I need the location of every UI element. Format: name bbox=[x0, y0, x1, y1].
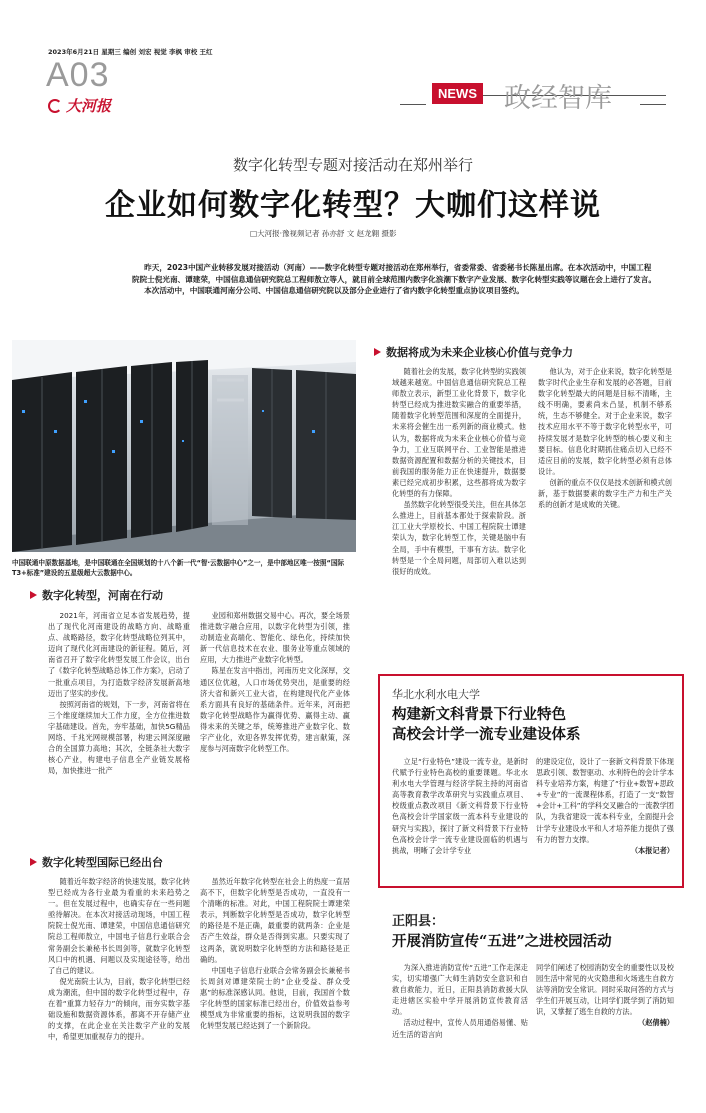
paragraph: 他认为，对于企业来说，数字化转型是数字时代企业生存和发展的必答题，目前数字化转型最大的问题是目标不清晰，主线不明确，要素尚未凸显，机制不够系统，生态不够健全。对于企业来说，数字技术应用水平不等于数字化转型水平，可持续发展才是数字化转型的核心要义和主要目标。信息化时期抓住痛点切入已经不适应目前的发展，数字化转型必须有总体设计。 bbox=[538, 367, 672, 476]
logo-swirl-icon bbox=[48, 99, 62, 113]
paragraph: 随着近年数字经济的快速发展，数字化转型已经成为各行业最为看重的未来趋势之一。但在发展过程中，也确实存在一些问题亟待解决。在本次对接活动现场，中国工程院院士倪光南、谭建荣，中国信息通信研究院总工程师敖立，中国电子信息行业联合会常务副会长兼秘书长周剑等，就数字化转型风口中的机遇、问题以及实现途径等，给出了自己的建议。 bbox=[48, 877, 190, 975]
sidebar-column-1: 立足“行业特色”建设一流专业，是新时代赋予行业特色高校的重要课题。华北水利水电大学管理与经济学院主持的河南省高等教育教学改革研究与实践重点项目、校级重点教改项目《新文科背景下行业特色高校会计学国家级一流本科专业建设的研究与实践》，探讨了新文科背景下行业特色高校会计学一流专业建设面临的机遇与挑战，明晰了会计学专业 bbox=[392, 757, 528, 855]
bottom-story-place: 正阳县： bbox=[392, 914, 445, 929]
global-column-2 bbox=[200, 876, 350, 1031]
section-title-global bbox=[30, 854, 163, 870]
byline: □大河报·豫视频记者 孙亦舒 文 赵龙翱 摄影 bbox=[250, 229, 397, 238]
lead-block bbox=[132, 262, 656, 297]
news-badge: NEWS bbox=[432, 83, 483, 104]
headline-kicker: 数字化转型专题对接活动在郑州举行 bbox=[232, 156, 473, 174]
global-column-1 bbox=[48, 876, 190, 1042]
triangle-marker-icon bbox=[30, 591, 37, 599]
section-title-text: 数据将成为未来企业核心价值与竞争力 bbox=[386, 346, 573, 359]
dateline: 2023年6月21日 星期三 编创 刘宏 视觉 李枫 审校 王红 bbox=[48, 48, 213, 56]
triangle-marker-icon bbox=[374, 348, 381, 356]
paragraph: 陈星在发言中指出，河南历史文化深厚，交通区位优越，人口市场优势突出，是重要的经济大省和新兴工业大省，在构建现代化产业体系方面具有良好的基础条件。近年来，河南把数字化转型战略作为赢得优势、赢得主动、赢得未来的关键之举，统筹推进产业数字化、数字产业化，欢迎各界发挥优势，建言献策，深度参与河南数字化转型工作。 bbox=[200, 666, 350, 754]
triangle-marker-icon bbox=[30, 858, 37, 866]
paragraph: 随着社会的发展，数字化转型的实践领域越来越宽。中国信息通信研究院总工程师敖立表示，新型工业化背景下，数字化转型已经成为推进数实融合的重要举措，随着数字化转型范围和深度的全面提升，未来将会催生出一系列新的商业模式。他认为，数据将成为未来企业核心价值与竞争力，工业互联网平台、工业智能是推进数据资源配置和数据分析的关键技术，目前我国的服务能力正在快速提升，数据要素已经完成初步积累，这些都将成为数字化转型的有力保障。 bbox=[392, 367, 526, 499]
paragraph: 业园和郑州数据交易中心。再次，要全场景推进数字融合应用，以数字化转型为引领，推动制造业高端化、智能化、绿色化，持续加快新一代信息技术在农业、服务业等重点领域的应用，大力推进产业数字化转型。 bbox=[200, 611, 350, 665]
sidebar-credit: （本报记者） bbox=[630, 845, 674, 855]
section-title-henan bbox=[30, 587, 163, 603]
paper-name: 大河报 bbox=[66, 97, 112, 115]
paragraph: 倪光南院士认为，目前，数字化转型已经成为潮流，但中国的数字化转型过程中，存在着“重算力轻存力”的倾向，而夯实数字基础设施和数据资源体系，都离不开存储产业的支撑，在此企业在关注数字产业的发展中，希望更加重视存力的提升。 bbox=[48, 976, 190, 1042]
server-racks-illustration bbox=[12, 340, 356, 552]
bottom-column-2 bbox=[536, 962, 674, 1029]
bottom-column-2-text: 同学们阐述了校园消防安全的重要性以及校园生活中常见的火灾隐患和火场逃生自救方法等消防安全常识。同时采取问答的方式与学生们开展互动，让同学们既学到了消防知识，又掌握了逃生自救的方法。 bbox=[536, 963, 674, 1017]
bottom-story-title: 开展消防宣传“五进”之进校园活动 bbox=[392, 933, 612, 950]
data-center-photo bbox=[12, 340, 356, 552]
masthead-rule-left bbox=[400, 104, 426, 105]
section-title-text: 数字化转型，河南在行动 bbox=[42, 589, 163, 602]
paragraph: 虽然数字化转型很受关注，但在具体怎么推进上，目前基本都处于探索阶段。浙江工业大学原校长、中国工程院院士谭建荣认为，数字化转型工作，关键是脑中有全局，手中有模型，干事有方法。数字化转型是一个全局问题，局部切入难以达到很好的成效。 bbox=[392, 500, 526, 576]
sidebar-title-line: 高校会计学一流专业建设体系 bbox=[392, 726, 581, 743]
section-title-text: 数字化转型国际已经出台 bbox=[42, 856, 163, 869]
masthead-rule-end bbox=[640, 104, 666, 105]
page-number: A03 bbox=[46, 56, 110, 94]
henan-column-2 bbox=[200, 610, 350, 754]
section-title-trend bbox=[374, 344, 573, 360]
sidebar-title bbox=[392, 705, 581, 745]
paragraph: 虽然近年数字化转型在社会上的热度一直居高不下，但数字化转型是否成功，一直没有一个清晰的标准。对此，中国工程院院士谭建荣表示，判断数字化转型是否成功，数字化转型的路径是不是正确，最重要的就两条：企业是否产生效益，群众是否得到实惠。只要实现了这两条，就说明数字化转型的方法和路径是正确的。 bbox=[200, 877, 350, 964]
paper-logo bbox=[48, 95, 111, 116]
lead-paragraph: 本次活动中，中国联通河南分公司、中国信息通信研究院以及部分企业进行了省内数字化转型重点协议项目签约。 bbox=[144, 286, 524, 295]
sidebar-column-2-text: 的建设定位，设计了一套新文科背景下体现思政引领、数智驱动、水利特色的会计学本科专业培养方案，构建了“行业+数智+思政+专业”的一流课程体系，打造了一支“数智+会计+工科”的学科交叉融合的一流教学团队，为我省建设一流本科专业，全面提升会计学专业建设水平和人才培养能力提供了强有力的智力支撑。 bbox=[536, 757, 674, 844]
henan-column-1 bbox=[48, 610, 190, 776]
paragraph: 活动过程中，宣传人员用通俗易懂、贴近生活的语言向 bbox=[392, 1018, 528, 1039]
column-name: 政经智库 bbox=[504, 83, 612, 114]
paragraph: 按照河南省的规划，下一步，河南省将在三个维度继续加大工作力度，全方位推进数字基础建设。首先，夯牢基础，加快5G精品网络、千兆光网规模部署，构建云网深度融合的全国算力高地；其次，全链条社大数字核心产业，构建电子信息全产业链发展格局，加快推进一批产 bbox=[48, 699, 190, 776]
trend-column-2 bbox=[538, 366, 672, 510]
photo-caption: 中国联通中原数据基地，是中国联通在全国规划的十八个新一代“智·云数据中心”之一，是中部地区唯一按照“国际T3+标准”建设的五星级超大云数据中心。 bbox=[12, 559, 345, 577]
bottom-column-1 bbox=[392, 962, 528, 1040]
paragraph: 中国电子信息行业联合会常务副会长兼秘书长周剑对谭建荣院士的“企业受益、群众受惠”的标准深感认同。他说，目前，我国首个数字化转型的国家标准已经出台，价值效益参考模型成为非常重要的指标，这说明我国的数字化转型发展已经达到了一个新阶段。 bbox=[200, 965, 350, 1031]
sidebar-title-line: 构建新文科背景下行业特色 bbox=[392, 706, 566, 723]
trend-column-1 bbox=[392, 366, 526, 577]
sidebar-org: 华北水利水电大学 bbox=[392, 688, 480, 701]
paragraph: 2021年，河南省立足本省发展趋势，提出了现代化河南建设的战略方向、战略重点、战略路径，数字化转型战略位列其中，迈向了现代化河南建设的新征程。随后，河南省召开了数字化转型发展工作会议，出台了《数字化转型战略总体工作方案》，启动了一批重点项目，为打造数字经济发展新高地迈出了坚实的步伐。 bbox=[48, 611, 190, 698]
bottom-credit: （赵倩楠） bbox=[638, 1018, 674, 1028]
lead-paragraph: 昨天，2023中国产业转移发展对接活动（河南）——数字化转型专题对接活动在郑州举行，省委常委、省委秘书长陈星出席。在本次活动中，中国工程院院士倪光南、谭建荣，中国信息通信研究院总工程师敖立等人，就目前全球范围内数字化浪潮下数字产业发展、数字化转型实践等议题在会上进行了发言。 bbox=[132, 263, 656, 284]
paragraph: 为深入推进消防宣传“五进”工作走深走实，切实增强广大师生消防安全意识和自救自救能力，近日，正阳县消防救援大队走进辖区实验中学开展消防宣传教育活动。 bbox=[392, 963, 528, 1017]
paragraph: 创新的重点不仅仅是技术创新和模式创新，基于数据要素的数字生产力和生产关系的创新才是成败的关键。 bbox=[538, 477, 672, 510]
headline-main: 企业如何数字化转型？大咖们这样说 bbox=[105, 188, 601, 223]
sidebar-column-2 bbox=[536, 756, 674, 856]
